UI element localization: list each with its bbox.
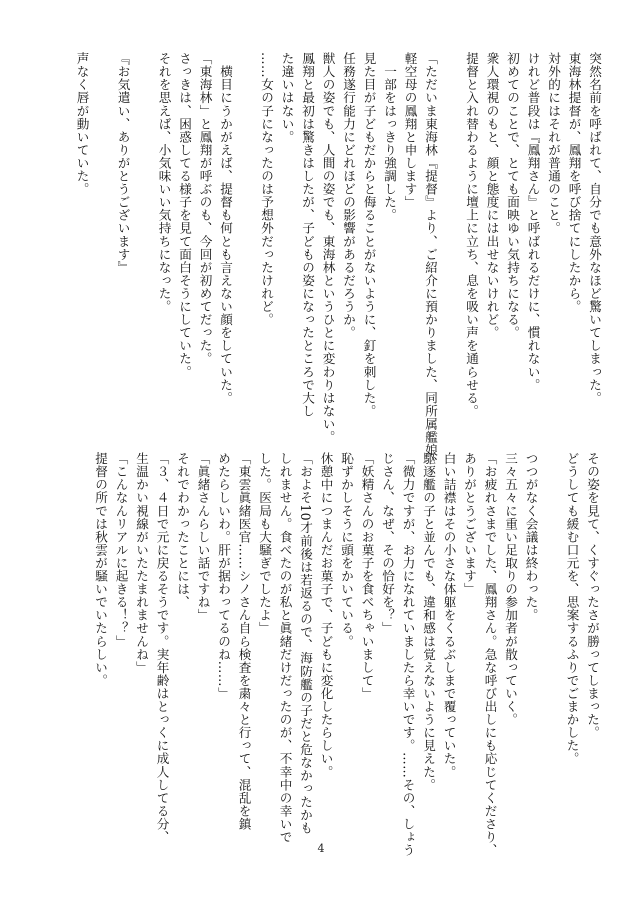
page-number: 4 [317,842,325,855]
bottom-text-block: その姿を見て、くすぐったさが勝ってしまった。 どうしても緩む口元を、思案するふりでごまかした。 つつがなく会議は終わった。 三々五々に重い足取りの参加者が散っていく。 「お疲れさまでした、鳳翔さん。急な呼び出しにも応じてくださり、 ありがとうございます」 白い詰襟はその小さな体躯をくるぶしまで覆っていた。 駆逐艦の子と並んでも、違和感は覚えないように見えた。 「微力ですが、お力になれていましたら幸いです。……その、しょう じさん、なぜ、その恰好を？」 「妖精さんのお菓子を食べちゃいまして」 恥ずかしそうに頭をかいている。 休憩中につまんだお菓子で、子どもに変化したらしい。 「およそ10才前後は若返るので、海防艦の子だと危なかったかも しれません。食べたのが私と眞緒だけだったのが、不幸中の幸いで した。医局も大騒ぎでしたよ」 「東雲眞緒医官……シノさん自ら検査を粛々と行って、混乱を鎮 めたらしいわ。肝が据わってるのね……」 「眞緒さんらしい話ですね」 それでわかったことには、 「３、４日で元に戻るそうです。実年齢はとっくに成人してる分、 生温かい視線がいたたまれませんね」 「こんなんリアルに起きる！？」 提督の所では秋雲が騒いでいたらしい。 [93,452,600,857]
top-text-block: 突然名前を呼ばれて、自分でも意外なほど驚いてしまった。 東海林提督が、鳳翔を呼び捨てにしたから。 対外的にはそれが普通のこと。 けれど普段は『鳳翔さん』と呼ばれるだけに、慣れない。 初めてのことで、とても面映ゆい気持ちになる。 衆人環視のもと、顔と態度には出せないけれど。 提督と入れ替わるように壇上に立ち、息を吸い声を通らせる。 「ただいま東海林『提督』より、ご紹介に預かりました、同所属艦娘、 軽空母の鳳翔と申します」 一部をはっきり強調した。 見た目が子どもだからと侮ることがないように、釘を刺した。 任務遂行能力にどれほどの影響があるだろうか。 獣人の姿でも、人間の姿でも、東海林というひとに変わりはない。 鳳翔と最初は驚きはしたが、子どもの姿になったところで大し た違いはない。 ……女の子になったのは予想外だったけれど。 横目にうかがえば、提督も何とも言えない顔をしていた。 「東海林」と鳳翔が呼ぶのも、今回が初めてだった。 さっきは、困惑してる様子を見て面白そうにしていた。 それを思えば、小気味いい気持ちになった。 『お気遣い、ありがとうございます』 声なく唇が動いていた。 [74,52,602,470]
